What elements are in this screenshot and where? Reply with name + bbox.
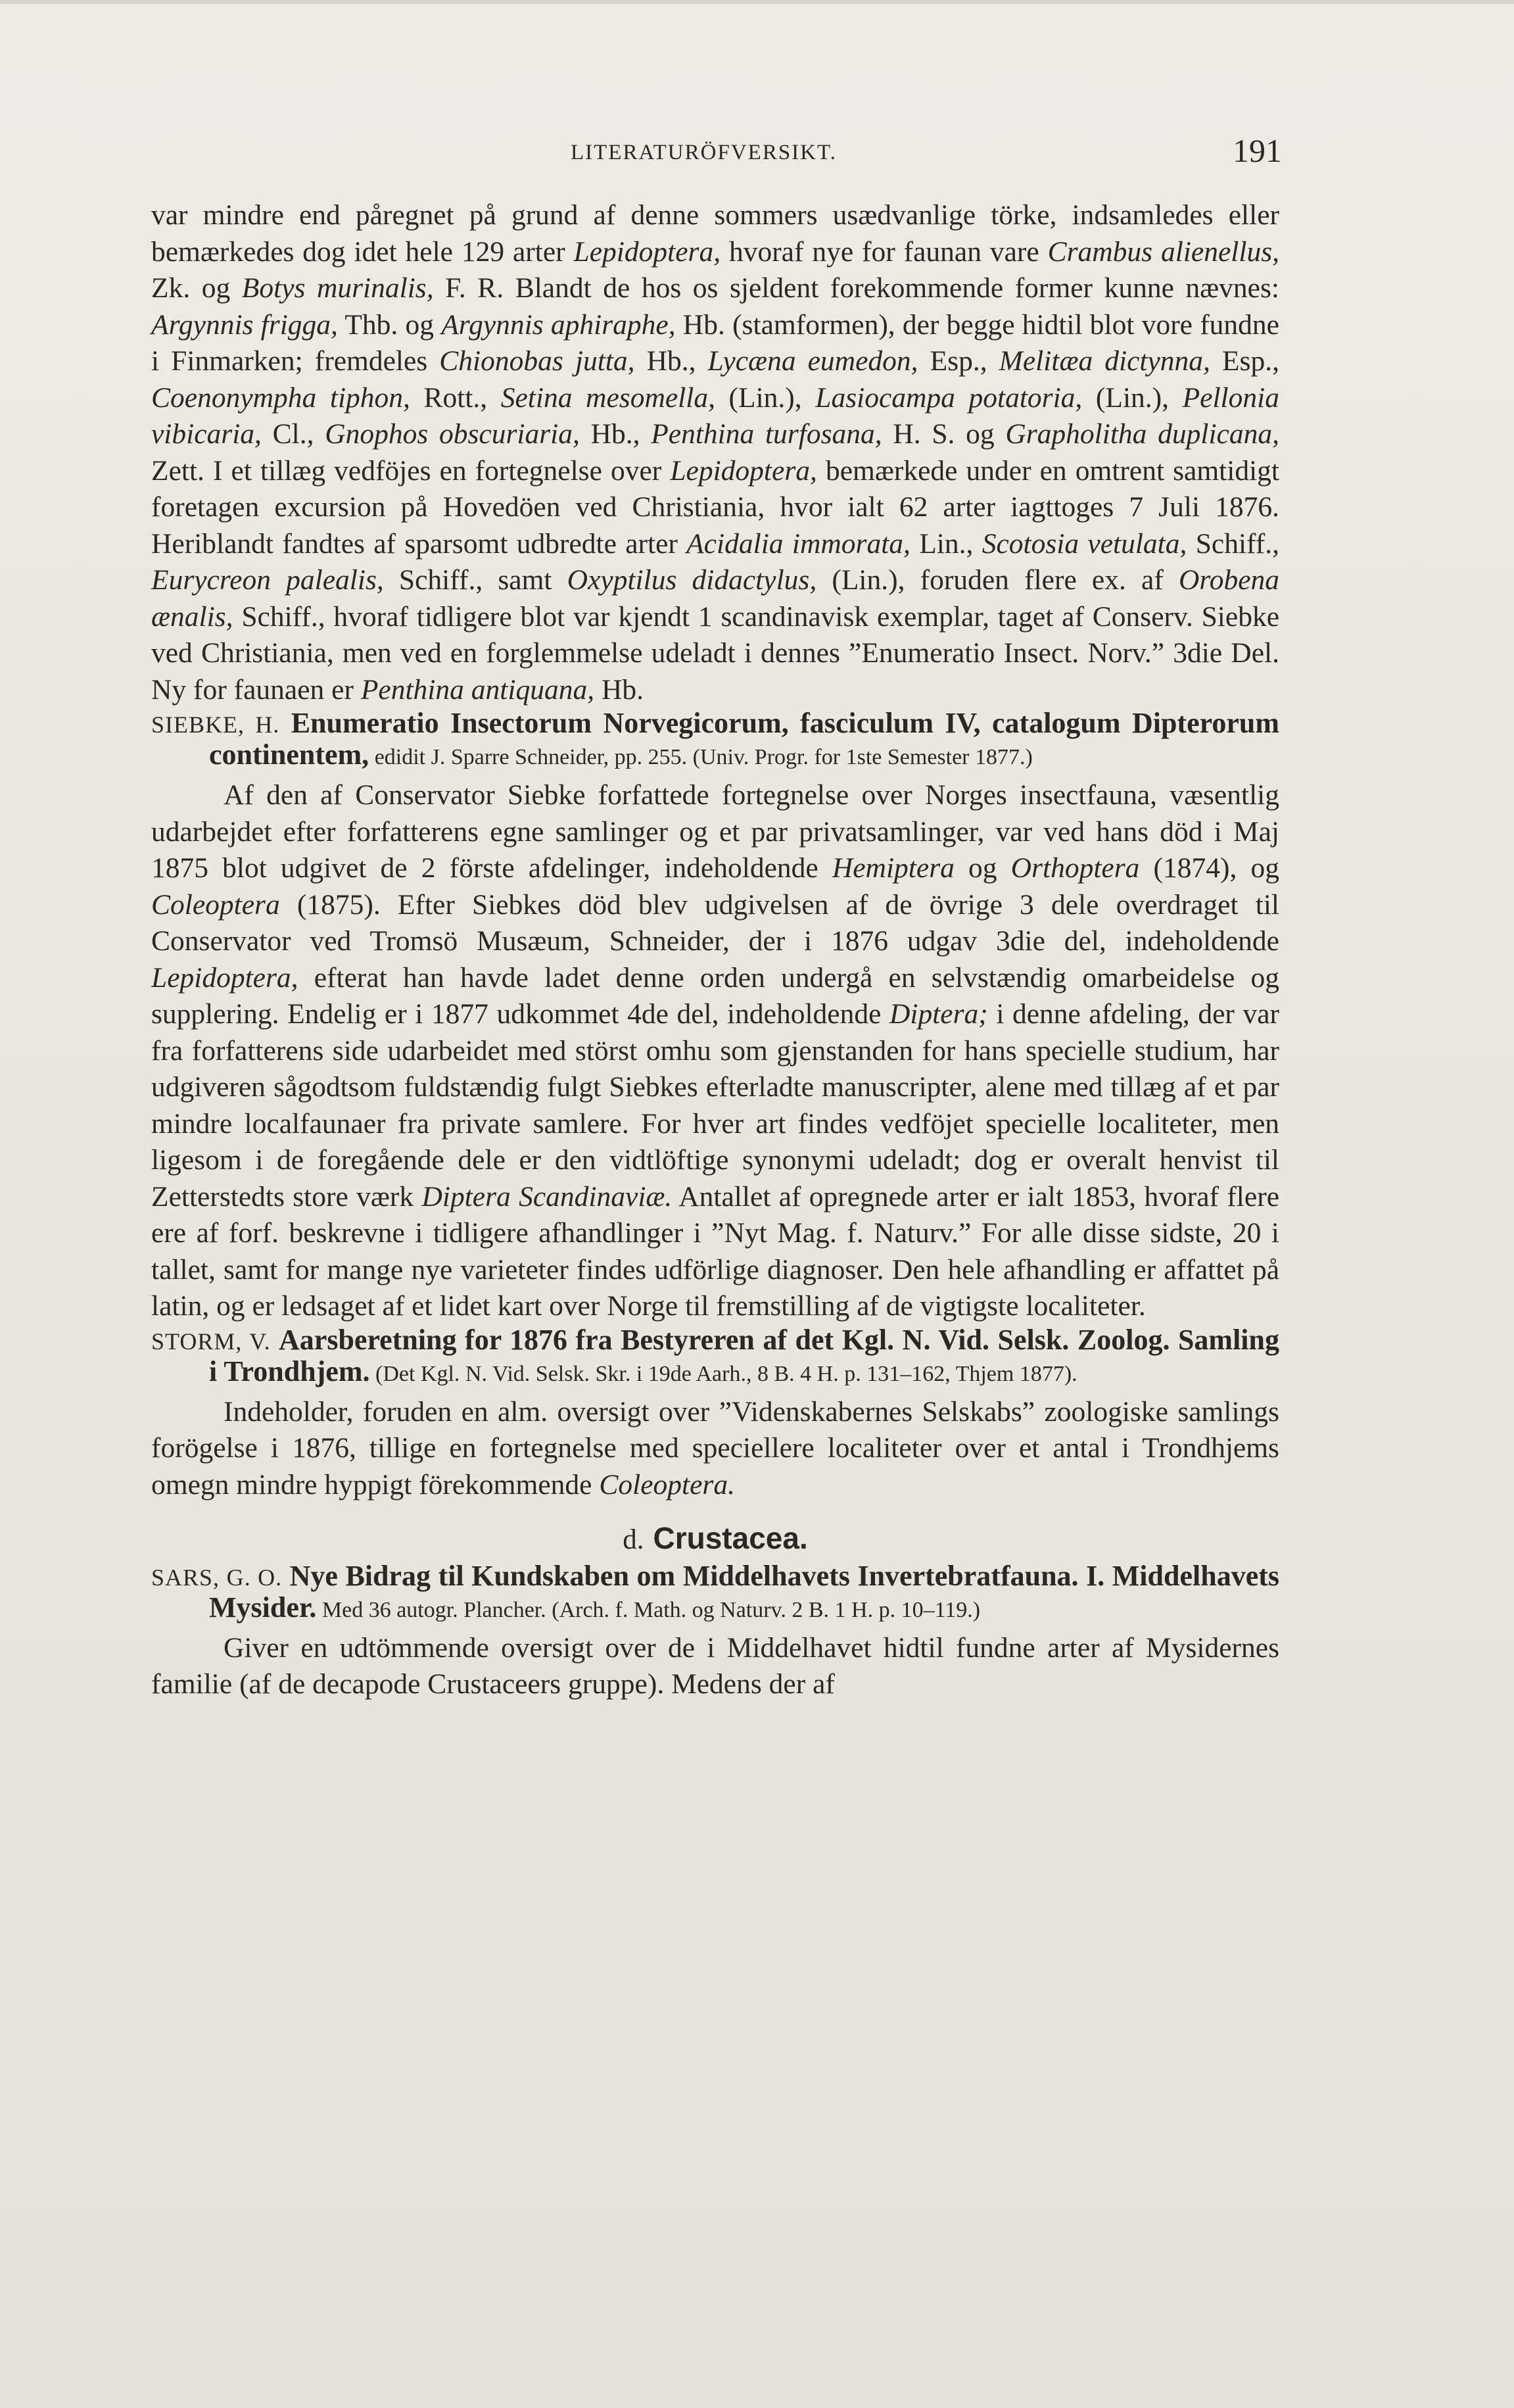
reference-details: (Det Kgl. N. Vid. Selsk. Skr. i 19de Aarh., 8 B. 4 H. p. 131–162, Thjem 1877). [369,1361,1077,1386]
text-run: (Lin.), [715,381,816,414]
reference-author: STORM, V. [151,1328,271,1355]
italic-taxon: Hemiptera [832,852,955,884]
italic-taxon: Penthina antiquana, [360,673,595,706]
reference-author: SARS, G. O. [151,1564,283,1591]
text-run: F. R. Blandt de hos os sjeldent forekommende former kunne nævnes: [433,272,1280,304]
text-run: (1874), og [1139,852,1279,884]
body-paragraph [151,197,1279,708]
reference-details: Med 36 autogr. Plancher. (Arch. f. Math. og Naturv. 2 B. 1 H. p. 10–119.) [316,1597,981,1622]
text-run: Zk. og [151,272,242,304]
reference-entry [151,1561,1279,1625]
text-run: Hb. [594,673,644,706]
text-run: Hb. (stamformen), der begge hidtil blot vore fundne i Finmarken; fremdeles [151,308,1279,377]
italic-taxon: Orobena ænalis, [151,564,1280,633]
italic-taxon: Melitæa dictynna, [999,345,1210,377]
text-run: i denne afdeling, der var fra forfatterens side udarbeidet med störst omhu som gjenstanden for hans specielle studium, har udgiveren sågodtsom fuldstændig fulgt Siebkes efterladte manuscripter, alene med tillæg af et par mindre localfaunaer fra private samlere. For hver art findes vedföjet specielle localiteter, men ligesom i de foregående dele er den vidtlöftige synonymi udeladt; dog er overalt henvist til Zetterstedts store værk [151,998,1279,1213]
text-run: Lin., [910,527,982,560]
italic-taxon: Orthoptera [1010,852,1140,884]
text-run: bemærkede under en omtrent samtidigt foretagen excursion på Hovedöen ved Christiania, hvor ialt 62 arter iagttoges 7 Juli 1876. Heriblandt fandtes af sparsomt udbredte arter [151,454,1280,560]
body-paragraph [151,1394,1279,1504]
reference-details: edidit J. Sparre Schneider, pp. 255. (Univ. Progr. for 1ste Semester 1877.) [369,745,1033,769]
reference-title: Nye Bidrag til Kundskaben om Middelhavets Invertebratfauna. I. Middelhavets Mysider. [209,1559,1279,1624]
text-run: Hb., [579,418,651,450]
italic-taxon: Coleoptera [151,888,280,921]
italic-taxon: Eurycreon palealis, [151,564,384,596]
text-run: og [954,852,1011,884]
text-run: Indeholder, foruden en alm. oversigt over ”Videnskabernes Selskabs” zoologiske samlings forögelse i 1876, tillige en fortegnelse med speciellere localiteter over et antal i Trondhjems omegn mindre hyppigt förekommende [151,1395,1279,1501]
italic-taxon: Chionobas jutta, [439,345,635,377]
text-run: hvoraf nye for faunan vare [721,235,1048,268]
text-run: (Lin.), foruden flere ex. af [816,564,1179,596]
text-run: H. S. og [882,418,1006,450]
italic-taxon: Crambus alienellus, [1047,235,1279,268]
section-title: Crustacea. [653,1521,808,1555]
text-run: Hb., [634,345,708,377]
scan-edge [0,0,1514,4]
reference-title: Enumeratio Insectorum Norvegicorum, fasciculum IV, catalogum Dipterorum continentem, [209,707,1279,771]
text-run: Schiff., hvoraf tidligere blot var kjendt 1 scandinavisk exemplar, taget af Conserv. Siebke ved Christiania, men ved en forglemmelse udeladt i dennes ”Enumeratio Insect. Norv.” 3die Del. Ny for faunaen er [151,600,1279,706]
italic-taxon: Acidalia immorata, [686,527,911,560]
italic-taxon: Setina mesomella, [500,381,715,414]
text-run: Antallet af opregnede arter er ialt 1853, hvoraf flere ere af forf. beskrevne i tidligere afhandlinger i ”Nyt Mag. f. Naturv.” For alle disse sidste, 20 i tallet, samt for mange nye varieteter findes udförlige diagnoser. Den hele afhandling er affattet på latin, og er ledsaget af et lidet kart over Norge til fremstilling af de vigtigste localiteter. [151,1180,1279,1322]
running-head: LITERATURÖFVERSIKT. [571,141,837,164]
body-text [151,197,1279,1703]
text-run: var mindre end påregnet på grund af denne sommers usædvanlige törke, indsamledes eller bemærkedes dog idet hele 129 arter [151,199,1279,268]
italic-taxon: Diptera Scandinaviæ. [421,1180,673,1213]
italic-taxon: Grapholitha duplicana, [1005,418,1279,450]
body-paragraph [151,777,1279,1325]
italic-taxon: Coleoptera. [599,1468,735,1501]
text-run: Giver en udtömmende oversigt over de i Middelhavet hidtil fundne arter af Mysidernes familie (af de decapode Crustaceers gruppe). Medens der af [151,1631,1279,1700]
italic-taxon: Diptera; [889,998,988,1030]
italic-taxon: Lycæna eumedon, [707,345,918,377]
text-run: Af den af Conservator Siebke forfattede fortegnelse over Norges insectfauna, væsentlig udarbejdet efter forfatterens egne samlinger og et par privatsamlinger, var ved hans död i Maj 1875 blot udgivet de 2 förste afdelinger, indeholdende [151,779,1279,884]
italic-taxon: Lepidoptera, [151,961,298,994]
section-heading [151,1520,1279,1558]
italic-taxon: Gnophos obscuriaria, [325,418,580,450]
text-run: Zett. I et tillæg vedföjes en fortegnelse over [151,454,671,487]
reference-entry [151,708,1279,772]
text-run: Cl., [261,418,325,450]
text-run: efterat han havde ladet denne orden undergå en selvstændig omarbeidelse og supplering. Endelig er i 1877 udkommet 4de del, indeholdende [151,961,1279,1030]
text-run: Schiff., samt [383,564,567,596]
italic-taxon: Pellonia vibicaria, [151,381,1279,450]
text-run: (Lin.), [1082,381,1183,414]
page-header [151,132,1282,171]
reference-title: Aarsberetning for 1876 fra Bestyreren af det Kgl. N. Vid. Selsk. Zoolog. Samling i Trondhjem. [209,1323,1280,1387]
italic-taxon: Lepidoptera, [670,454,817,487]
body-paragraph [151,1630,1279,1703]
italic-taxon: Penthina turfosana, [651,418,882,450]
italic-taxon: Oxyptilus didactylus, [567,564,817,596]
text-run: Esp., [918,345,999,377]
italic-taxon: Argynnis aphiraphe, [441,308,676,341]
reference-entry [151,1325,1279,1389]
section-letter: d. [623,1524,644,1555]
italic-taxon: Coenonympha tiphon, [151,381,410,414]
italic-taxon: Botys murinalis, [241,272,434,304]
italic-taxon: Lasiocampa potatoria, [815,381,1083,414]
reference-author: SIEBKE, H. [151,711,280,738]
text-run: Schiff., [1187,527,1279,560]
text-run: Rott., [410,381,501,414]
text-run: Thb. og [337,308,442,341]
text-run: Esp., [1210,345,1279,377]
page-number: 191 [1233,132,1282,169]
italic-taxon: Argynnis frigga, [151,308,338,341]
italic-taxon: Lepidoptera, [573,235,721,268]
italic-taxon: Scotosia vetulata, [982,527,1187,560]
text-run: (1875). Efter Siebkes död blev udgivelsen af de övrige 3 dele overdraget til Conservator ved Tromsö Musæum, Schneider, der i 1876 udgav 3die del, indeholdende [151,888,1279,957]
